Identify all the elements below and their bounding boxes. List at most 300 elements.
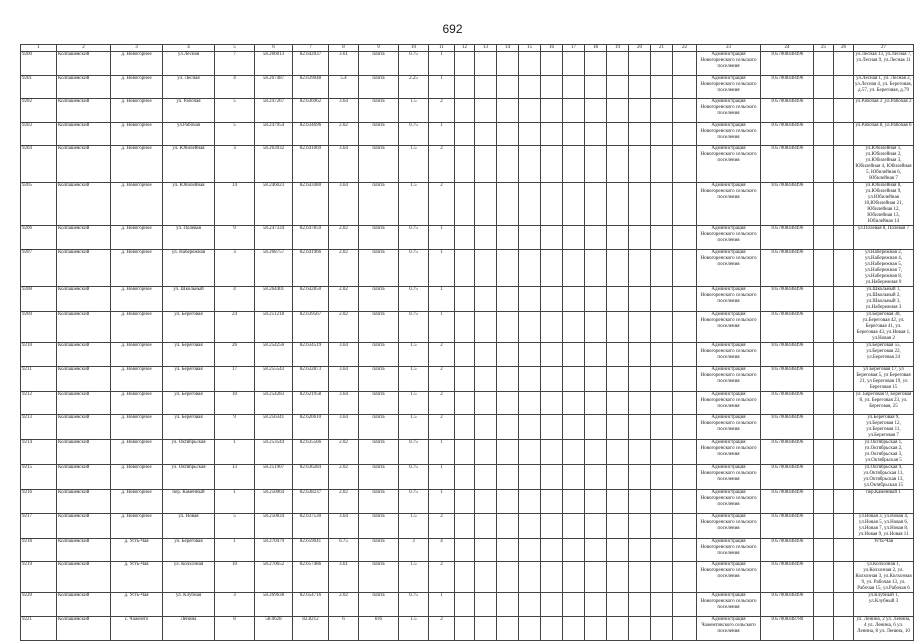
empty-cell — [475, 465, 497, 490]
empty-cell — [629, 183, 651, 226]
table-row — [21, 342, 914, 366]
empty-cell — [519, 440, 541, 465]
district-cell: Колпашевский — [57, 342, 111, 366]
empty-cell — [455, 183, 475, 226]
owner-cell: Администрация Новогоренского сельского поселения — [697, 366, 761, 391]
empty-cell — [519, 342, 541, 366]
column-12-cell: 2 — [429, 391, 455, 415]
record-id-cell: 9209 — [21, 311, 57, 342]
empty-cell — [585, 562, 607, 593]
surface-type-cell: плита — [359, 226, 399, 250]
surface-type-cell: плита — [359, 122, 399, 146]
area-cell: 2.02 — [329, 249, 359, 286]
empty-cell — [563, 391, 585, 415]
empty-cell — [475, 513, 497, 538]
table-row — [21, 538, 914, 562]
record-id-cell: 9208 — [21, 286, 57, 311]
empty-cell — [629, 122, 651, 146]
area-cell: 2.02 — [329, 440, 359, 465]
house-number-cell: 17 — [215, 366, 255, 391]
column-12-cell: 1 — [429, 75, 455, 99]
empty-cell — [834, 226, 854, 250]
empty-cell — [814, 286, 834, 311]
empty-cell — [629, 75, 651, 99]
empty-cell — [475, 538, 497, 562]
district-cell: Колпашевский — [57, 616, 111, 640]
empty-cell — [585, 122, 607, 146]
ogrn-cell: 1057008448496 — [761, 311, 814, 342]
column-number-cell: 17 — [563, 45, 585, 52]
empty-cell — [563, 226, 585, 250]
house-number-cell: 13 — [215, 465, 255, 490]
empty-cell — [814, 122, 834, 146]
served-objects-cell: ул.Октябрьская 9, ул.Октябрьская 11, ул.Октябрьская 13, ул.Октябрьская 15 — [854, 465, 914, 490]
record-id-cell: 9214 — [21, 440, 57, 465]
empty-cell — [563, 286, 585, 311]
column-11-cell: 0.75 — [399, 286, 429, 311]
empty-cell — [814, 562, 834, 593]
empty-cell — [651, 391, 673, 415]
served-objects-cell: ул.Береговая 38, ул.Береговая 42, ул. Береговая 41, ул. Береговая 43, ул.Новая 1, ул.Новая 2 — [854, 311, 914, 342]
empty-cell — [673, 366, 697, 391]
empty-cell — [629, 513, 651, 538]
empty-cell — [834, 366, 854, 391]
street-cell: ул. Школьный — [163, 286, 215, 311]
column-number-cell: 13 — [475, 45, 497, 52]
column-11-cell: 2.25 — [399, 75, 429, 99]
served-objects-cell: ул Береговая 17, ул Береговая 5, ул Береговая 21, ул Береговая 19, ул Береговая 15 — [854, 366, 914, 391]
latitude-cell: 58.247954 — [255, 122, 293, 146]
column-11-cell: 0.75 — [399, 226, 429, 250]
column-number-cell: 19 — [607, 45, 629, 52]
ogrn-cell: 1057008448496 — [761, 342, 814, 366]
empty-cell — [834, 490, 854, 514]
empty-cell — [497, 465, 519, 490]
empty-cell — [497, 52, 519, 76]
empty-cell — [519, 366, 541, 391]
empty-cell — [563, 415, 585, 440]
empty-cell — [563, 538, 585, 562]
empty-cell — [585, 415, 607, 440]
area-cell: 2.02 — [329, 286, 359, 311]
record-id-cell: 9221 — [21, 616, 57, 640]
table-row — [21, 286, 914, 311]
owner-cell: Администрация Чажемтовского сельского поселения — [697, 616, 761, 640]
empty-cell — [651, 342, 673, 366]
record-id-cell: 9213 — [21, 415, 57, 440]
street-cell: Ленина — [163, 616, 215, 640]
surface-type-cell: плита — [359, 513, 399, 538]
column-number-cell: 23 — [697, 45, 761, 52]
empty-cell — [519, 146, 541, 183]
owner-cell: Администрация Новогоренского сельского поселения — [697, 146, 761, 183]
empty-cell — [834, 146, 854, 183]
latitude-cell: 58.266013 — [255, 52, 293, 76]
street-cell: ул.Лесная — [163, 52, 215, 76]
empty-cell — [607, 440, 629, 465]
column-11-cell: 0.75 — [399, 440, 429, 465]
empty-cell — [585, 440, 607, 465]
district-cell: Колпашевский — [57, 415, 111, 440]
street-cell: ул. Клубная — [163, 593, 215, 617]
owner-cell: Администрация Новогоренского сельского поселения — [697, 99, 761, 123]
district-cell: Колпашевский — [57, 593, 111, 617]
empty-cell — [651, 616, 673, 640]
owner-cell: Администрация Новогоренского сельского поселения — [697, 342, 761, 366]
column-11-cell: 1.5 — [399, 366, 429, 391]
empty-cell — [519, 75, 541, 99]
empty-cell — [651, 562, 673, 593]
empty-cell — [629, 226, 651, 250]
empty-cell — [541, 562, 563, 593]
latitude-cell: 58.254283 — [255, 391, 293, 415]
empty-cell — [629, 391, 651, 415]
served-objects-cell: пер.Каменный 1 — [854, 490, 914, 514]
served-objects-cell: ул.Школьный 1, ул.Школьный 2, ул.Школьный 3, ул.Набережная 3 — [854, 286, 914, 311]
empty-cell — [585, 465, 607, 490]
empty-cell — [541, 342, 563, 366]
street-cell: ул. Юбилейная — [163, 146, 215, 183]
empty-cell — [497, 249, 519, 286]
empty-cell — [475, 342, 497, 366]
empty-cell — [673, 391, 697, 415]
empty-cell — [814, 249, 834, 286]
column-12-cell: 2 — [429, 415, 455, 440]
empty-cell — [563, 366, 585, 391]
record-id-cell: 9207 — [21, 249, 57, 286]
surface-type-cell: плита — [359, 538, 399, 562]
table-row — [21, 440, 914, 465]
longitude-cell: 82.8212 — [293, 616, 329, 640]
column-number-cell: 25 — [814, 45, 834, 52]
settlement-cell: д. Новогорное — [111, 52, 163, 76]
empty-cell — [629, 146, 651, 183]
empty-cell — [651, 249, 673, 286]
empty-cell — [814, 366, 834, 391]
column-number-cell: 7 — [293, 45, 329, 52]
empty-cell — [541, 465, 563, 490]
empty-cell — [497, 366, 519, 391]
column-11-cell: 3 — [399, 538, 429, 562]
empty-cell — [497, 342, 519, 366]
settlement-cell: д. Новогорное — [111, 342, 163, 366]
surface-type-cell: плита — [359, 342, 399, 366]
area-cell: 2.02 — [329, 122, 359, 146]
empty-cell — [673, 440, 697, 465]
settlement-cell: д. Новогорное — [111, 440, 163, 465]
empty-cell — [607, 366, 629, 391]
column-number-cell: 24 — [761, 45, 814, 52]
settlement-cell: д. Новогорное — [111, 146, 163, 183]
district-cell: Колпашевский — [57, 391, 111, 415]
latitude-cell: 58.250064 — [255, 490, 293, 514]
empty-cell — [834, 513, 854, 538]
empty-cell — [455, 249, 475, 286]
page-number: 692 — [442, 22, 463, 36]
column-number-cell: 22 — [673, 45, 697, 52]
column-number-cell: 4 — [163, 45, 215, 52]
record-id-cell: 9206 — [21, 226, 57, 250]
empty-cell — [475, 183, 497, 226]
empty-cell — [585, 616, 607, 640]
surface-type-cell: плита — [359, 52, 399, 76]
house-number-cell: 9 — [215, 415, 255, 440]
owner-cell: Администрация Новогоренского сельского поселения — [697, 75, 761, 99]
column-11-cell: 0.75 — [399, 311, 429, 342]
record-id-cell: 9215 — [21, 465, 57, 490]
record-id-cell: 9201 — [21, 75, 57, 99]
empty-cell — [673, 226, 697, 250]
empty-cell — [475, 311, 497, 342]
surface-type-cell: плита — [359, 562, 399, 593]
owner-cell: Администрация Новогоренского сельского поселения — [697, 391, 761, 415]
empty-cell — [519, 286, 541, 311]
longitude-cell: 82.636962 — [293, 99, 329, 123]
district-cell: Колпашевский — [57, 311, 111, 342]
area-cell: 3.64 — [329, 183, 359, 226]
district-cell: Колпашевский — [57, 99, 111, 123]
empty-cell — [563, 122, 585, 146]
empty-cell — [814, 391, 834, 415]
empty-cell — [497, 226, 519, 250]
column-number-cell: 27 — [854, 45, 914, 52]
latitude-cell: 58.254256 — [255, 342, 293, 366]
column-11-cell: 1.5 — [399, 562, 429, 593]
column-11-cell: 1.5 — [399, 183, 429, 226]
settlement-cell: д. Новогорное — [111, 226, 163, 250]
longitude-cell: 82.659041 — [293, 538, 329, 562]
street-cell: ул. Лесная — [163, 75, 215, 99]
table-row — [21, 513, 914, 538]
empty-cell — [519, 52, 541, 76]
table-row — [21, 99, 914, 123]
empty-cell — [475, 415, 497, 440]
column-number-cell: 16 — [541, 45, 563, 52]
empty-cell — [585, 249, 607, 286]
owner-cell: Администрация Новогоренского сельского поселения — [697, 286, 761, 311]
empty-cell — [497, 311, 519, 342]
empty-cell — [563, 513, 585, 538]
empty-cell — [834, 616, 854, 640]
ogrn-cell: 1057008448496 — [761, 538, 814, 562]
empty-cell — [563, 75, 585, 99]
empty-cell — [455, 415, 475, 440]
latitude-cell: 58.247267 — [255, 99, 293, 123]
column-12-cell: 1 — [429, 311, 455, 342]
table-row — [21, 52, 914, 76]
empty-cell — [497, 146, 519, 183]
empty-cell — [814, 465, 834, 490]
empty-cell — [629, 249, 651, 286]
street-cell: ул.Рабочая — [163, 122, 215, 146]
settlement-cell: д. Новогорное — [111, 465, 163, 490]
served-objects-cell: ул.Береговая 9, ул.Береговая 12, ул.Береговая 11, ул.Береговая 7 — [854, 415, 914, 440]
empty-cell — [673, 342, 697, 366]
ogrn-cell: 1057008448780 — [761, 616, 814, 640]
surface-type-cell: плита — [359, 249, 399, 286]
empty-cell — [814, 146, 834, 183]
empty-cell — [834, 99, 854, 123]
empty-cell — [834, 75, 854, 99]
ogrn-cell: 1057008448496 — [761, 562, 814, 593]
empty-cell — [629, 593, 651, 617]
served-objects-cell: ул.Лесная 1, ул. Лесная 2, ул.Лесная 4, ул. Береговая, д.57, ул. Береговая, д.79 — [854, 75, 914, 99]
house-number-cell: 9 — [215, 226, 255, 250]
empty-cell — [455, 99, 475, 123]
latitude-cell: 58.251218 — [255, 311, 293, 342]
latitude-cell: 58.263932 — [255, 146, 293, 183]
record-id-cell: 9211 — [21, 366, 57, 391]
column-number-row — [21, 45, 914, 52]
owner-cell: Администрация Новогоренского сельского поселения — [697, 249, 761, 286]
column-12-cell: 4 — [429, 538, 455, 562]
surface-type-cell: плита — [359, 490, 399, 514]
empty-cell — [519, 593, 541, 617]
served-objects-cell: ул.Набережная 2, ул.Набережная 4, ул.Набережная 5, ул.Набережная 7, ул.Набережная 8, ул.Набережная 9 — [854, 249, 914, 286]
served-objects-cell: ул.Рабочая 8, ул.Рабочая 6 — [854, 122, 914, 146]
column-number-cell: 21 — [651, 45, 673, 52]
house-number-cell: 1 — [215, 538, 255, 562]
empty-cell — [814, 311, 834, 342]
column-number-cell: 15 — [519, 45, 541, 52]
record-id-cell: 9212 — [21, 391, 57, 415]
longitude-cell: 82.632873 — [293, 366, 329, 391]
surface-type-cell: плита — [359, 146, 399, 183]
empty-cell — [585, 513, 607, 538]
record-id-cell: 9203 — [21, 122, 57, 146]
served-objects-cell: ул. Береговая 9, Береговая 8, ул. Береговая 23, ул. Береговая, 25 — [854, 391, 914, 415]
empty-cell — [629, 562, 651, 593]
owner-cell: Администрация Новогоренского сельского поселения — [697, 122, 761, 146]
empty-cell — [497, 391, 519, 415]
empty-cell — [607, 490, 629, 514]
record-id-cell: 9217 — [21, 513, 57, 538]
longitude-cell: 82.642850 — [293, 286, 329, 311]
column-12-cell: 1 — [429, 226, 455, 250]
empty-cell — [651, 99, 673, 123]
empty-cell — [563, 440, 585, 465]
empty-cell — [475, 391, 497, 415]
empty-cell — [651, 440, 673, 465]
empty-cell — [497, 99, 519, 123]
empty-cell — [541, 616, 563, 640]
empty-cell — [607, 286, 629, 311]
ogrn-cell: 1057008448496 — [761, 440, 814, 465]
empty-cell — [563, 99, 585, 123]
empty-cell — [563, 465, 585, 490]
registry-table-container — [20, 44, 912, 641]
house-number-cell: 4 — [215, 286, 255, 311]
empty-cell — [651, 490, 673, 514]
longitude-cell: 82.639048 — [293, 75, 329, 99]
column-12-cell: 2 — [429, 342, 455, 366]
latitude-cell: 58.270652 — [255, 562, 293, 593]
empty-cell — [651, 538, 673, 562]
longitude-cell: 82.654716 — [293, 593, 329, 617]
empty-cell — [455, 311, 475, 342]
district-cell: Колпашевский — [57, 366, 111, 391]
street-cell: ул. Набережная — [163, 249, 215, 286]
house-number-cell: 10 — [215, 391, 255, 415]
column-number-cell: 20 — [629, 45, 651, 52]
table-row — [21, 415, 914, 440]
district-cell: Колпашевский — [57, 286, 111, 311]
empty-cell — [834, 286, 854, 311]
empty-cell — [541, 538, 563, 562]
column-12-cell: 1 — [429, 593, 455, 617]
empty-cell — [673, 286, 697, 311]
ogrn-cell: 1057008448496 — [761, 391, 814, 415]
district-cell: Колпашевский — [57, 440, 111, 465]
served-objects-cell: ул.Береговая 55, ул.Береговая 22, ул.Береговая 24 — [854, 342, 914, 366]
empty-cell — [497, 122, 519, 146]
record-id-cell: 9204 — [21, 146, 57, 183]
latitude-cell: 58.268757 — [255, 249, 293, 286]
empty-cell — [541, 311, 563, 342]
district-cell: Колпашевский — [57, 75, 111, 99]
latitude-cell: 58.246023 — [255, 183, 293, 226]
ogrn-cell: 1057008448496 — [761, 490, 814, 514]
empty-cell — [585, 183, 607, 226]
column-11-cell: 1.5 — [399, 342, 429, 366]
empty-cell — [585, 538, 607, 562]
district-cell: Колпашевский — [57, 226, 111, 250]
empty-cell — [834, 342, 854, 366]
empty-cell — [814, 593, 834, 617]
settlement-cell: д. Новогорное — [111, 249, 163, 286]
empty-cell — [814, 342, 834, 366]
owner-cell: Администрация Новогоренского сельского поселения — [697, 311, 761, 342]
house-number-cell: 1 — [215, 490, 255, 514]
empty-cell — [629, 415, 651, 440]
table-row — [21, 311, 914, 342]
street-cell: ул. Юбилейная — [163, 183, 215, 226]
surface-type-cell: плита — [359, 465, 399, 490]
owner-cell: Администрация Новогоренского сельского поселения — [697, 490, 761, 514]
empty-cell — [651, 311, 673, 342]
district-cell: Колпашевский — [57, 562, 111, 593]
ogrn-cell: 1057008448496 — [761, 75, 814, 99]
longitude-cell: 82.638237 — [293, 490, 329, 514]
empty-cell — [651, 146, 673, 183]
column-11-cell: 0.75 — [399, 465, 429, 490]
empty-cell — [834, 391, 854, 415]
settlement-cell: д. Усть-Чая — [111, 538, 163, 562]
owner-cell: Администрация Новогоренского сельского поселения — [697, 415, 761, 440]
empty-cell — [475, 366, 497, 391]
empty-cell — [497, 286, 519, 311]
empty-cell — [455, 342, 475, 366]
empty-cell — [673, 311, 697, 342]
column-12-cell: 1 — [429, 249, 455, 286]
settlement-cell: д. Новогорное — [111, 75, 163, 99]
empty-cell — [834, 538, 854, 562]
surface-type-cell: плита — [359, 415, 399, 440]
empty-cell — [585, 99, 607, 123]
column-11-cell: 0.75 — [399, 249, 429, 286]
empty-cell — [673, 146, 697, 183]
empty-cell — [629, 366, 651, 391]
empty-cell — [541, 146, 563, 183]
empty-cell — [475, 75, 497, 99]
latitude-cell: 58.253544 — [255, 440, 293, 465]
column-number-cell: 1 — [21, 45, 57, 52]
street-cell: ул. Береговая — [163, 415, 215, 440]
area-cell: 6.75 — [329, 538, 359, 562]
longitude-cell: 82.634696 — [293, 122, 329, 146]
table-row — [21, 249, 914, 286]
empty-cell — [455, 538, 475, 562]
